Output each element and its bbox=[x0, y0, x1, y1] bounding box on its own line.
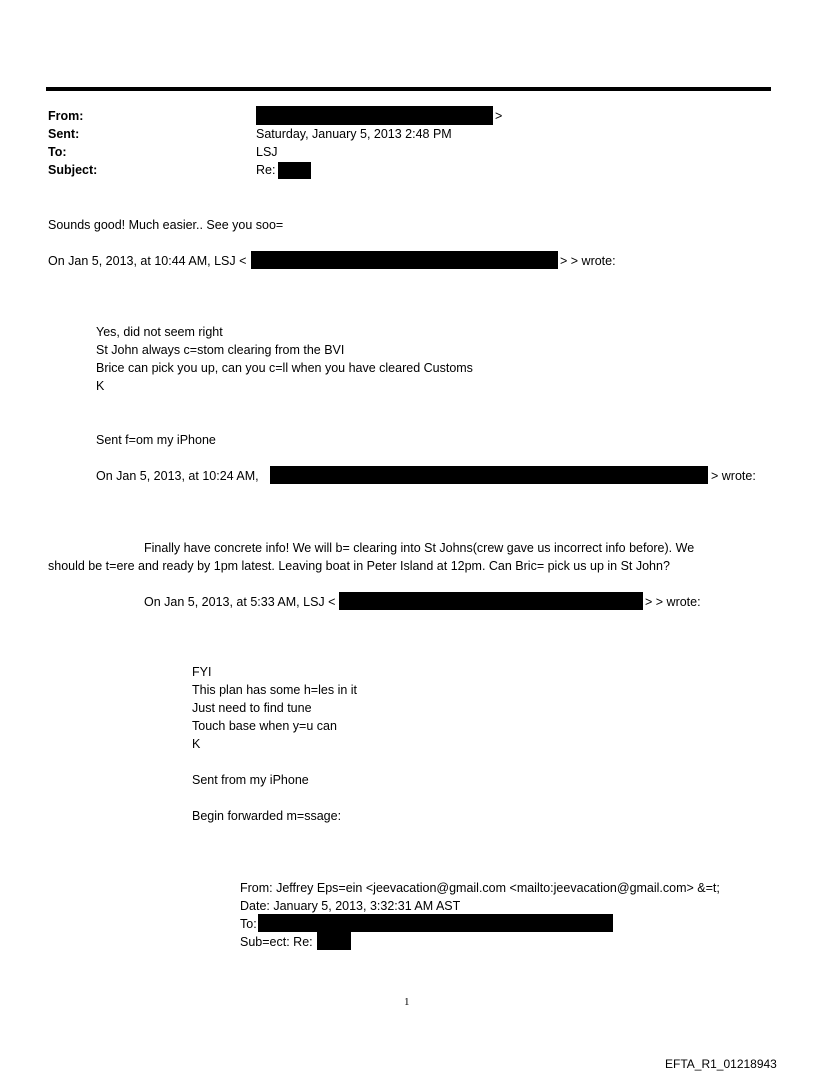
quote-header-2-suffix: > wrote: bbox=[711, 469, 756, 483]
reply-line: FYI bbox=[192, 665, 212, 679]
begin-forwarded-line: Begin forwarded m=ssage: bbox=[192, 809, 342, 823]
quote-header-2: On Jan 5, 2013, at 10:24 AM, bbox=[96, 469, 259, 483]
subject-label: Subject: bbox=[48, 163, 98, 177]
paragraph-line: Finally have concrete info! We will b= clearing into St Johns(crew gave us incorrect info before). We bbox=[144, 541, 695, 555]
to-label: To: bbox=[48, 145, 67, 159]
reply-line: Touch base when y=u can bbox=[192, 719, 337, 733]
redaction-box bbox=[258, 914, 613, 932]
forwarded-from: From: Jeffrey Eps=ein <jeevacation@gmail.com <mailto:jeevacation@gmail.com> &=t; bbox=[240, 881, 720, 895]
reply-line: K bbox=[192, 737, 201, 751]
forwarded-date: Date: January 5, 2013, 3:32:31 AM AST bbox=[240, 899, 461, 913]
from-label: From: bbox=[48, 109, 84, 123]
from-value-suffix: > bbox=[495, 109, 503, 123]
sent-from-line: Sent f=om my iPhone bbox=[96, 433, 216, 447]
forwarded-to: To: bbox=[240, 917, 257, 931]
reply-line: Brice can pick you up, can you c=ll when you have cleared Customs bbox=[96, 361, 473, 375]
sent-value: Saturday, January 5, 2013 2:48 PM bbox=[256, 127, 452, 141]
sent-from-line: Sent from my iPhone bbox=[192, 773, 309, 787]
quote-header-3: On Jan 5, 2013, at 5:33 AM, LSJ < bbox=[144, 595, 336, 609]
redaction-box bbox=[278, 162, 311, 179]
document-id: EFTA_R1_01218943 bbox=[665, 1057, 777, 1071]
paragraph-line: should be t=ere and ready by 1pm latest. Leaving boat in Peter Island at 12pm. Can Bric= pick us up in St John? bbox=[48, 559, 670, 573]
reply-line: This plan has some h=les in it bbox=[192, 683, 358, 697]
forwarded-subject: Sub=ect: Re: bbox=[240, 935, 313, 949]
reply-line: Just need to find tune bbox=[192, 701, 312, 715]
to-value: LSJ bbox=[256, 145, 278, 159]
redaction-box bbox=[317, 932, 351, 950]
sent-label: Sent: bbox=[48, 127, 80, 141]
subject-value: Re: bbox=[256, 163, 276, 177]
redaction-box bbox=[256, 106, 493, 125]
page-number: 1 bbox=[404, 996, 410, 1008]
body-line: Sounds good! Much easier.. See you soo= bbox=[48, 218, 284, 232]
quote-header-3-suffix: > > wrote: bbox=[645, 595, 701, 609]
redaction-box bbox=[251, 251, 558, 269]
redaction-box bbox=[270, 466, 708, 484]
reply-line: K bbox=[96, 379, 105, 393]
reply-line: Yes, did not seem right bbox=[96, 325, 223, 339]
redaction-box bbox=[339, 592, 643, 610]
quote-header-1: On Jan 5, 2013, at 10:44 AM, LSJ < bbox=[48, 254, 247, 268]
quote-header-1-suffix: > > wrote: bbox=[560, 254, 616, 268]
reply-line: St John always c=stom clearing from the BVI bbox=[96, 343, 345, 357]
header-rule bbox=[46, 87, 771, 91]
